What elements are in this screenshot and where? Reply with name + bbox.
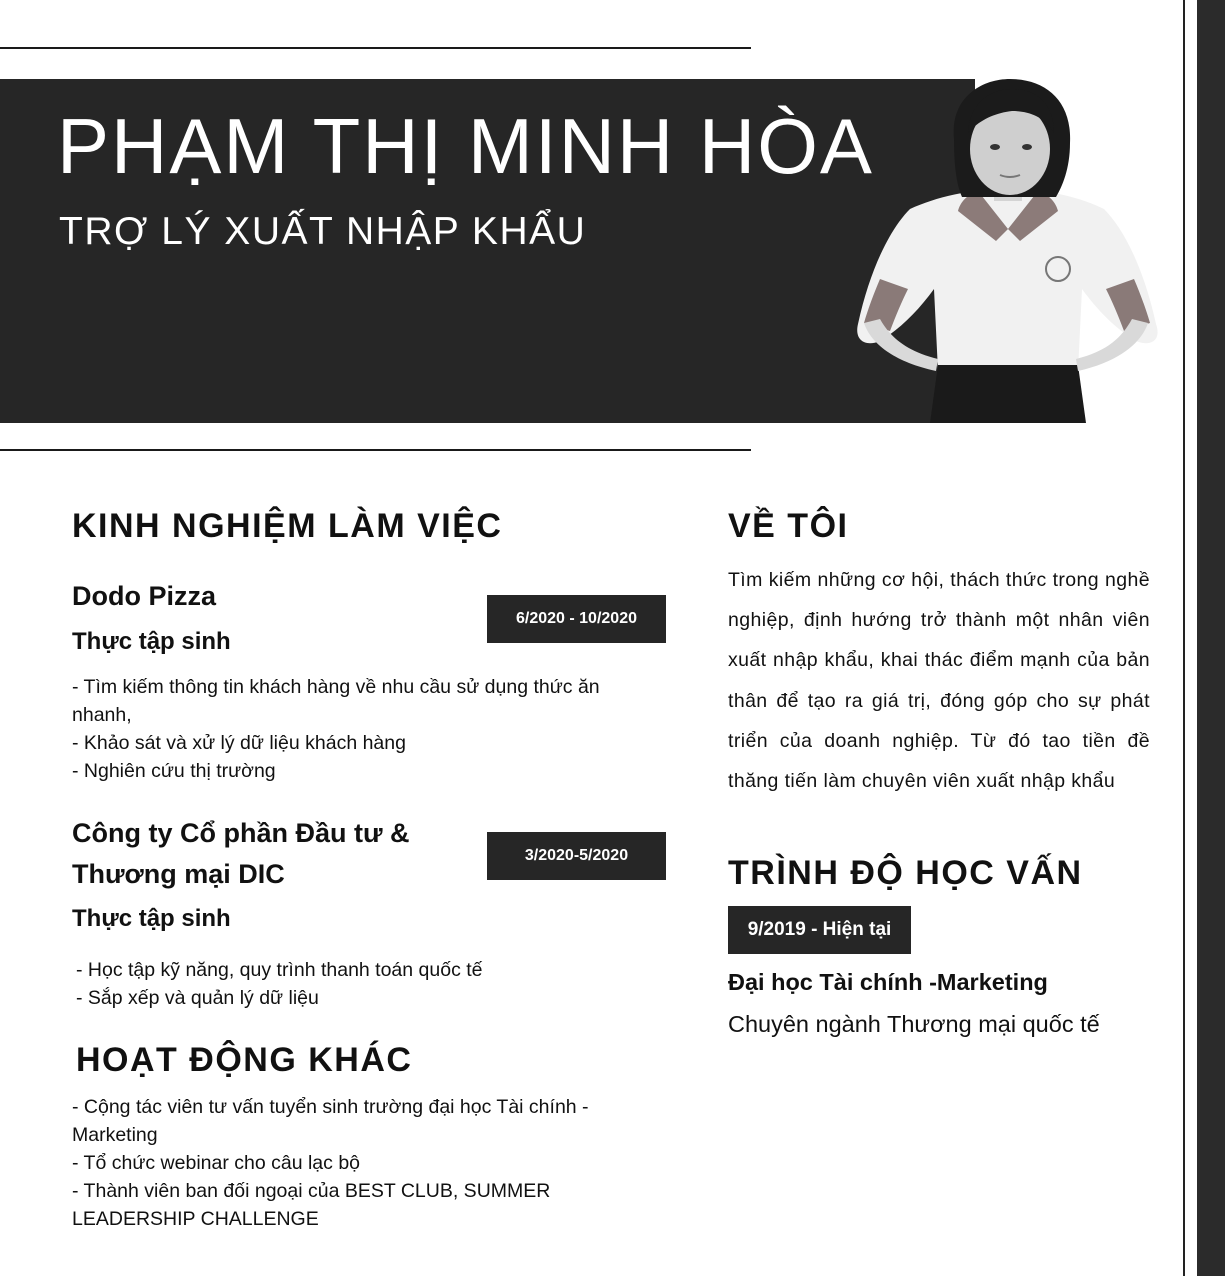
job-company: Công ty Cổ phần Đầu tư & Thương mại DIC xyxy=(72,818,410,889)
candidate-name: PHẠM THỊ MINH HÒA xyxy=(57,102,874,190)
job-date-badge: 3/2020-5/2020 xyxy=(487,832,666,880)
job-bullets xyxy=(76,956,636,1012)
job-bullet: - Tìm kiếm thông tin khách hàng về nhu cầu sử dụng thức ăn nhanh, xyxy=(72,676,600,726)
candidate-title: TRỢ LÝ XUẤT NHẬP KHẨU xyxy=(59,210,587,253)
activities-list xyxy=(72,1093,632,1233)
education-date-badge: 9/2019 - Hiện tại xyxy=(728,906,911,954)
education-major: Chuyên ngành Thương mại quốc tế xyxy=(728,1011,1100,1037)
job-bullet: - Học tập kỹ năng, quy trình thanh toán quốc tế xyxy=(76,959,483,981)
about-heading: VỀ TÔI xyxy=(728,507,849,545)
job-company: Dodo Pizza xyxy=(72,581,217,611)
job-role: Thực tập sinh xyxy=(72,905,231,932)
job-bullet: - Nghiên cứu thị trường xyxy=(72,760,276,782)
job-date-badge: 6/2020 - 10/2020 xyxy=(487,595,666,643)
job-bullet: - Sắp xếp và quản lý dữ liệu xyxy=(76,987,319,1009)
profile-photo xyxy=(850,79,1162,423)
right-edge-bar xyxy=(1197,0,1225,1276)
bottom-divider xyxy=(0,449,751,451)
about-text: Tìm kiếm những cơ hội, thách thức trong nghề nghiệp, định hướng trở thành một nhân viên xuất nhập khẩu, khai thác điểm mạnh của bản thân để tạo ra giá trị, đóng góp cho sự phát triển của doanh nghiệp. Từ đó tao tiền đề thăng tiến làm chuyên viên xuất nhập khẩu xyxy=(728,569,1150,793)
education-school: Đại học Tài chính -Marketing xyxy=(728,969,1048,995)
activity-item: - Cộng tác viên tư vấn tuyển sinh trường đại học Tài chính - Marketing xyxy=(72,1096,589,1146)
activity-item: - Thành viên ban đối ngoại của BEST CLUB, SUMMER LEADERSHIP CHALLENGE xyxy=(72,1180,551,1230)
education-heading: TRÌNH ĐỘ HỌC VẤN xyxy=(728,854,1083,892)
job-role: Thực tập sinh xyxy=(72,628,231,655)
job-bullets xyxy=(72,673,647,785)
right-edge-line xyxy=(1183,0,1185,1276)
activities-heading: HOẠT ĐỘNG KHÁC xyxy=(76,1041,413,1079)
activity-item: - Tổ chức webinar cho câu lạc bộ xyxy=(72,1152,361,1174)
experience-heading: KINH NGHIỆM LÀM VIỆC xyxy=(72,507,503,545)
top-divider xyxy=(0,47,751,49)
job-bullet: - Khảo sát và xử lý dữ liệu khách hàng xyxy=(72,732,406,754)
